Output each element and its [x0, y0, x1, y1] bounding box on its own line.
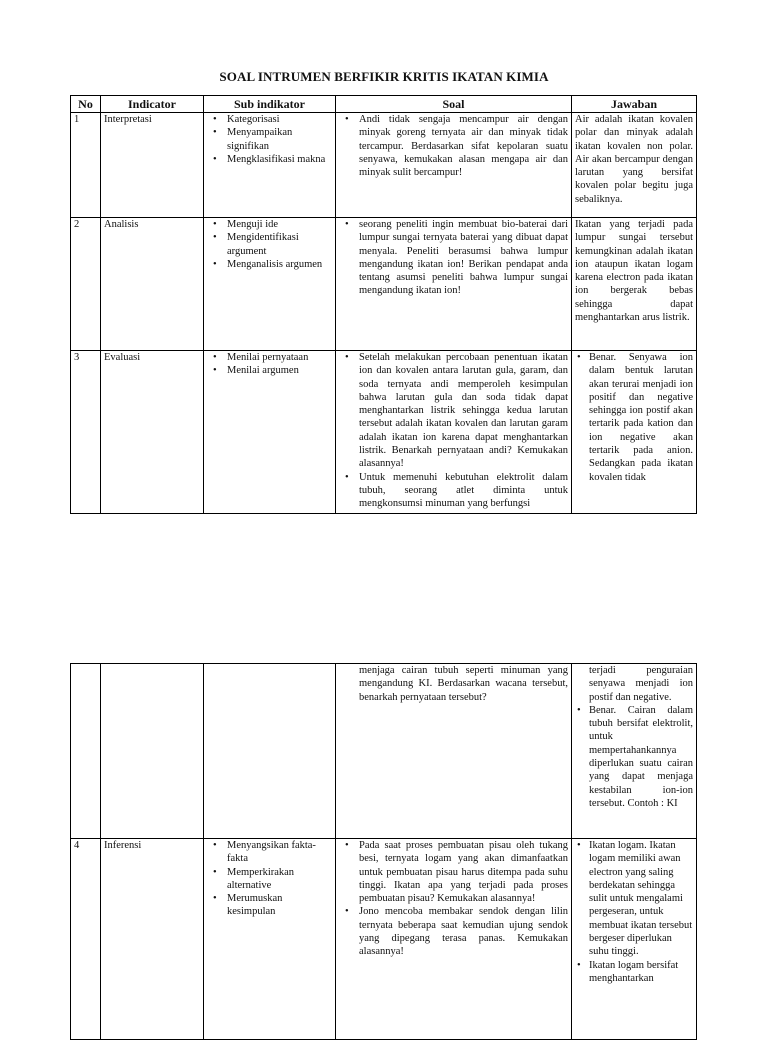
jawaban-cell: Air adalah ikatan kovalen polar dan minyak adalah ikatan kovalen non polar. Air akan bercampur dengan larutan yang bersifat kovalen polar begitu juga sebaliknya.	[572, 113, 697, 218]
soal-cell	[336, 113, 572, 218]
indicator-cell: Evaluasi	[101, 351, 204, 514]
sub-indikator-item: • Menilai argumen	[227, 364, 332, 377]
indicator-cell: Analisis	[101, 218, 204, 351]
header-soal: Soal	[336, 96, 572, 113]
table-row-3	[71, 351, 697, 514]
soal-item: • Jono mencoba membakar sendok dengan lilin ternyata beberapa saat kemudian ujung sendok yang dipegang terasa panas. Kemukakan alasannya!	[359, 905, 568, 958]
indicator-cell	[101, 664, 204, 839]
jawaban-item: • Benar. Senyawa ion dalam bentuk larutan akan terurai menjadi ion positif dan negative sehingga ion postif akan tertarik pada kation dan ion negative akan tertarik pada anion. Sedangkan pada ikatan kovalen tidak	[589, 351, 693, 484]
table-row-1	[71, 113, 697, 218]
sub-indikator-cell	[204, 664, 336, 839]
sub-indikator-cell	[204, 218, 336, 351]
sub-indikator-item: • Menilai pernyataan	[227, 351, 332, 364]
sub-indikator-cell	[204, 113, 336, 218]
jawaban-cell	[572, 351, 697, 514]
sub-indikator-item: • Menganalisis argumen	[227, 258, 332, 271]
soal-cell	[336, 839, 572, 1040]
table-row-3-continued	[71, 664, 697, 839]
sub-indikator-item: • Menyangsikan fakta-fakta	[227, 839, 332, 866]
jawaban-cell: Ikatan yang terjadi pada lumpur sungai tersebut kemungkinan adalah ikatan ion ataupun ikatan logam karena electron pada ikatan ion bergerak bebas sehingga dapat menghantarkan arus listrik.	[572, 218, 697, 351]
soal-item: • Untuk memenuhi kebutuhan elektrolit dalam tubuh, seorang atlet diminta untuk mengkonsumsi minuman yang berfungsi	[359, 471, 568, 511]
jawaban-continuation: terjadi penguraian senyawa menjadi ion postif dan negative.	[589, 665, 693, 703]
row-number: 1	[71, 113, 101, 218]
sub-indikator-cell	[204, 351, 336, 514]
jawaban-cell	[572, 664, 697, 839]
jawaban-item: • Benar. Cairan dalam tubuh bersifat elektrolit, untuk mempertahankannya diperlukan suatu cairan yang dapat menjaga kestabilan ion-ion tersebut. Contoh : KI	[589, 704, 693, 810]
instrument-table-page-2	[70, 663, 697, 1040]
sub-indikator-item: • Mengklasifikasi makna	[227, 153, 332, 166]
row-number: 4	[71, 839, 101, 1040]
indicator-cell: Interpretasi	[101, 113, 204, 218]
soal-cell	[336, 351, 572, 514]
soal-item: • Pada saat proses pembuatan pisau oleh tukang besi, ternyata logam yang akan dimanfaatkan untuk pembuatan pisau harus ditempa pada suhu tinggi. Ikatan apa yang terjadi pada proses pembuatan pisau? Kemukakan alasannya!	[359, 839, 568, 905]
document-title: SOAL INTRUMEN BERFIKIR KRITIS IKATAN KIMIA	[219, 69, 549, 84]
jawaban-cell	[572, 839, 697, 1040]
soal-cell	[336, 218, 572, 351]
jawaban-item: • Ikatan logam. Ikatan logam memiliki awan electron yang saling berdekatan sehingga sulit untuk mengalami pergeseran, untuk membuat ikatan tersebut bergeser diperlukan suhu tinggi.	[589, 839, 693, 959]
sub-indikator-item: • Memperkirakan alternative	[227, 866, 332, 893]
soal-item: • Setelah melakukan percobaan penentuan ikatan ion dan kovalen antara larutan gula, garam, dan soda ternyata andi memperoleh kesimpulan bahwa larutan gula dan soda tidak dapat menghantarkan listrik sehingga kedua larutan tersebut adalah ikatan kovalen dan larutan garam adalah ikatan ion karena dapat menghantarkan listrik. Benarkah pernyataan andi? Kemukakan alasannya!	[359, 351, 568, 471]
table-row-2	[71, 218, 697, 351]
sub-indikator-item: • Menyampaikan signifikan	[227, 126, 332, 153]
row-number: 2	[71, 218, 101, 351]
header-sub-indikator: Sub indikator	[204, 96, 336, 113]
soal-continuation: menjaga cairan tubuh seperti minuman yang mengandung KI. Berdasarkan wacana tersebut, benarkah pernyataan tersebut?	[359, 665, 568, 703]
header-indicator: Indicator	[101, 96, 204, 113]
indicator-cell: Inferensi	[101, 839, 204, 1040]
sub-indikator-item: • Merumuskan kesimpulan	[227, 892, 332, 919]
sub-indikator-item: • Menguji ide	[227, 218, 332, 231]
row-number: 3	[71, 351, 101, 514]
soal-item: • seorang peneliti ingin membuat bio-baterai dari lumpur sungai ternyata baterai yang dibuat dapat menyala. Peneliti berasumsi bahwa lumpur mengandung ikatan ion! Berikan pendapat anda tentang asumsi peneliti bahwa lumpur sungai mengandung ikatan ion!	[359, 218, 568, 298]
sub-indikator-item: • Mengidentifikasi argument	[227, 231, 332, 258]
instrument-table-page-1	[70, 95, 697, 514]
row-number	[71, 664, 101, 839]
header-no: No	[71, 96, 101, 113]
header-jawaban: Jawaban	[572, 96, 697, 113]
sub-indikator-cell	[204, 839, 336, 1040]
jawaban-item: • Ikatan logam bersifat menghantarkan	[589, 959, 693, 986]
soal-item: • Andi tidak sengaja mencampur air dengan minyak goreng ternyata air dan minyak tidak tercampur. Berdasarkan sifat kepolaran suatu senyawa, kemukakan alasan mengapa air dan minyak sulit bercampur!	[359, 113, 568, 179]
sub-indikator-item: • Kategorisasi	[227, 113, 332, 126]
table-row-4	[71, 839, 697, 1040]
soal-cell	[336, 664, 572, 839]
table-header-row	[71, 96, 697, 113]
